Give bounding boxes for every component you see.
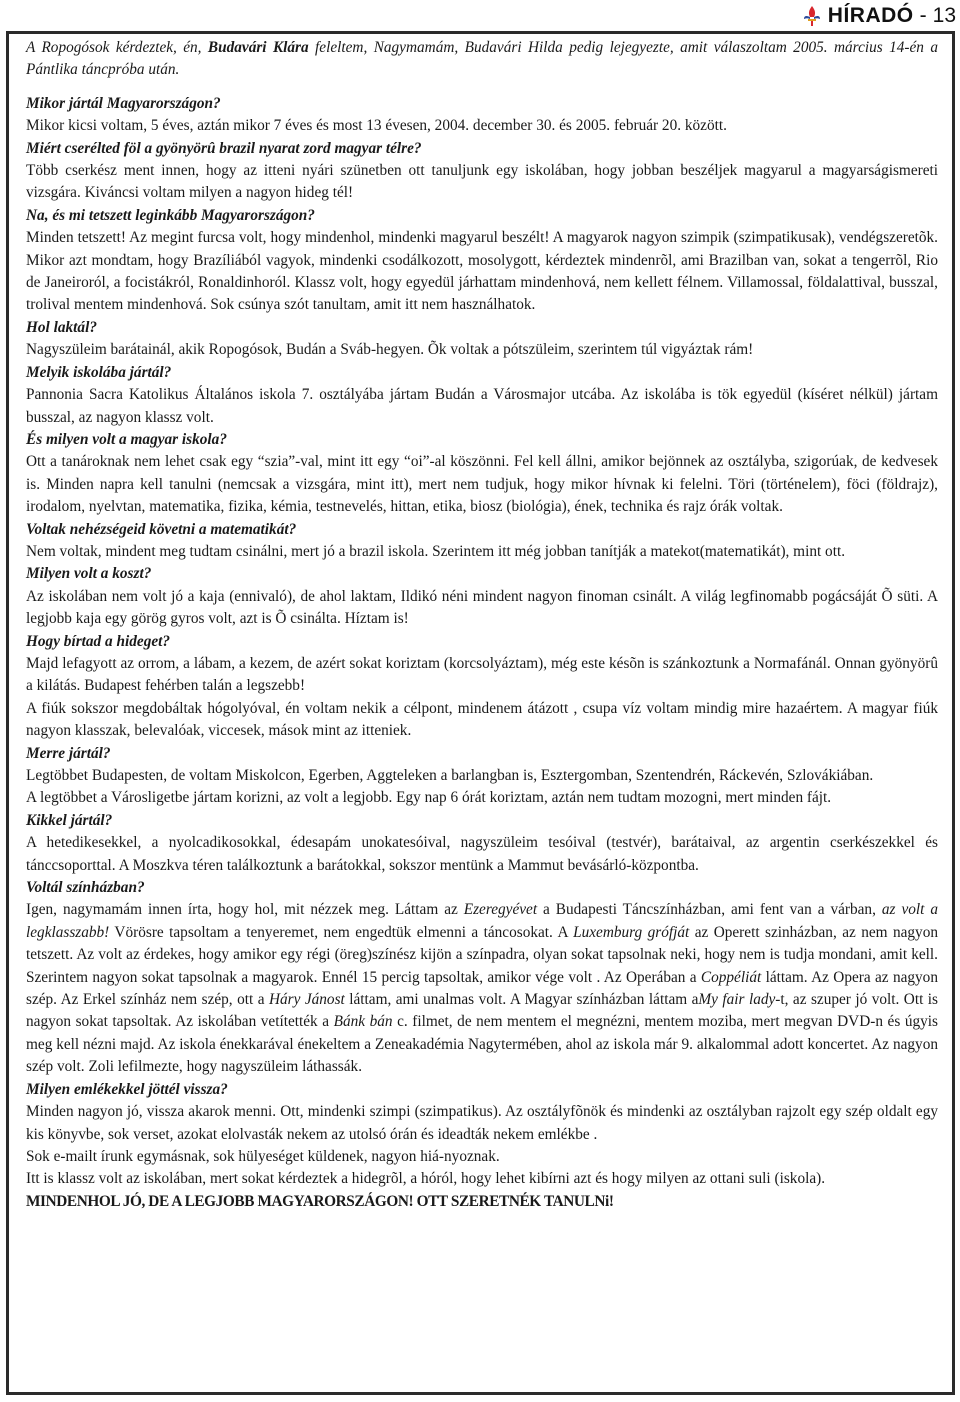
answer-text: c. filmet, de nem mentem el megnézni, mentem moziba, mert megvan DVD-n és úgyis meg kell nézni majd. Az iskola énekkarával énekeltem a Zeneakadémia Nagytermében, ahol az iskola már 9. alkalommal adott koncertet. Az nagyon szép volt. Zoli lefilmezte, hogy nagyszüleim láthassák. [26,1013,939,1076]
answer-paragraph: A hetedikesekkel, a nyolcadikosokkal, édesapám unokatesóival, nagyszüleim tesóival (testvér), barátaival, az argentin cserkészekkel és tánccsoporttal. A Moszkva téren találkoztunk a barátokkal, sokszor mentünk a Mammut bevásárló-központba. [26,834,938,874]
page-header [802,2,956,30]
show-title: My fair lady [698,991,776,1009]
article-body [26,37,938,1213]
answer-text: Vörösre tapsoltam a tenyeremet, nem engedtük elmenni a táncosokat. A [109,923,574,941]
question: Milyen emlékekkel jöttél vissza? [26,1080,228,1098]
answer-paragraph: Nagyszüleim barátainál, akik Ropogósok, Budán a Sváb-hegyen. Õk voltak a pótszüleim, szerintem túl vigyáztak rám! [26,341,754,359]
show-title: Luxemburg grófját [573,923,690,941]
publication-title: HÍRADÓ [827,4,914,27]
answer-paragraph: Minden tetszett! Az megint furcsa volt, hogy mindenhol, mindenki magyarul beszélt! A magyarok nagyon szimpik (szimpatikusak), vendégszeretõk. Mikor azt mondtam, hogy Brazíliából vagyok, mindenki csodálkozott, mosolygott, kérdeztek mindenrõl, ami Brazilban van, sokat a tengerrõl, Rio de Janeiroról, a focistákról, Ronaldinhoról. Klassz volt, hogy egyedül járhattam mindenhová, nem kellett félnem. Villamossal, földalattival, busszal, trolival mentem mindenhová. Sok csúnya szót tanultam, amit itt nem használhatok. [26,229,938,314]
page-number: 13 [932,4,956,27]
show-title: Ezeregyévet [463,901,538,919]
intro-text: feleltem, Nagymamám, Budavári Hilda pedig lejegyezte, amit válaszoltam 2005. március 14-én a Pántlika táncpróba után. [26,39,938,79]
answer-paragraph: Az iskolában nem volt jó a kaja (ennivaló), de ahol laktam, Ildikó néni mindent nagyon finoman csinált. A világ legfinomabb pogácsáját Õ süti. A legjobb kaja egy görög gyros volt, azt is Õ csinálta. Híztam is! [26,587,938,628]
answer-paragraph: Itt is klassz volt az iskolában, mert sokat kérdeztek a hidegrõl, a hóról, hogy lehet kibírni azt és hogy milyen az ottani suli (iskola). [26,1170,826,1188]
question: Voltál színházban? [26,879,145,897]
show-title: Coppéliát [700,968,762,986]
answer-text: a Budapesti Táncszínházban, ami fent van a várban, [537,901,882,919]
interviewee-name: Budavári Klára [207,39,309,56]
answer-text: láttam. Az Opera az nagyon szép. Az Erkel színház nem szép, ott a [26,968,938,1009]
answer-text: az Operett szinházban, az nem nagyon tetszett. Az volt az érdekes, hogy amikor egy régi (öreg)színész kijön a színpadra, olyan sokat tapsolnak neki, hogy nem is tudja mondani, amit kell. Szerintem nagyon sokat tapsolnak a magyarok. Ennél 15 percig tapsoltak, amikor vége volt . Az Operában a [26,923,938,986]
answer-paragraph: A fiúk sokszor megdobáltak hógolyóval, én voltam nekik a célpont, mindenem átázott , csupa víz voltam mindig mire hazaértem. A magyar fiúk nagyon klasszak, belevalóak, viccesek, mások mint az itteniek. [26,699,938,740]
answer-paragraph: Sok e-mailt írunk egymásnak, sok hülyeséget küldenek, nagyon hiá-nyoznak. [26,1147,500,1165]
question: Kikkel jártál? [26,811,113,829]
question: Na, és mi tetszett leginkább Magyarországon? [26,206,315,224]
answer-paragraph: Legtöbbet Budapesten, de voltam Miskolcon, Egerben, Aggteleken a barlangban is, Esztergomban, Szentendrén, Ráckevén, Szlovákiában. [26,767,874,784]
question: Milyen volt a koszt? [26,565,152,583]
intro-paragraph [26,37,938,82]
answer-paragraph: Ott a tanároknak nem lehet csak egy “szia”-val, mint itt egy “oi”-al köszönni. Fel kell állni, amikor bejönnek az osztályba, szigorúak, de kedvesek is. Minden napra kell tanulni (nemcsak a vizsgára, mint itt), mert nem tudjuk, hogy mikor hívnak ki felelni. Töri (történelem), föci (földrajz), irodalom, nyelvtan, matematika, fizika, kémia, testnevelés, hittan, etika, biosz (biológia), ének, technika és rajz órák voltak. [26,453,938,516]
answer-paragraph: Pannonia Sacra Katolikus Általános iskola 7. osztályába jártam Budán a Városmajor utcába. Az iskolába is tök egyedül (kíséret nélkül) jártam busszal, az nagyon klassz volt. [26,386,938,426]
scout-lily-icon [802,5,822,27]
answer-paragraph: Nem voltak, mindent meg tudtam csinálni, mert jó a brazil iskola. Szerintem itt még jobban tanítják a matekot(matematikát), mint ott. [26,542,846,560]
answer-paragraph: A legtöbbet a Városligetbe jártam korizni, az volt a legjobb. Egy nap 6 órát koriztam, aztán nem tudtam mozogni, mert minden fájt. [26,789,832,807]
question: Melyik iskolába jártál? [26,363,172,381]
answer-paragraph: Minden nagyon jó, vissza akarok menni. Ott, mindenki szimpi (szimpatikus). Az osztályfõnök és mindenki az osztályban rajzolt egy szép oldalt egy kis könyvbe, sok verset, azokat elolvasták nekem az utolsó órán és ideadták nekem emlékbe . [26,1103,938,1143]
intro-text: A Ropogósok kérdeztek, én, [26,39,208,56]
closing-statement: MINDENHOL JÓ, DE A LEGJOBB MAGYARORSZÁGON! OTT SZERETNÉK TANULNi! [26,1192,614,1210]
question: Hol laktál? [26,318,97,336]
emphasis-text: az volt a legklasszabb! [26,901,938,941]
answer-text: -t, az szuper jó volt. Ott is nagyon sokat tapsoltak. Az iskolában vetítették a [26,991,938,1031]
question: Mikor jártál Magyarországon? [26,94,221,112]
answer-text: Igen, nagymamám innen írta, hogy hol, mit nézzek meg. Láttam az [26,901,464,919]
page-separator: - [919,4,927,27]
qa-list [26,93,938,877]
answer-paragraph: Mikor kicsi voltam, 5 éves, aztán mikor 7 éves és most 13 évesen, 2004. december 30. és 2005. február 20. között. [26,117,727,135]
answer-paragraph: Majd lefagyott az orrom, a lábam, a kezem, de azért sokat koriztam (korcsolyáztam), még este késõn is szánkoztunk a Normafánál. Onnan gyönyörû a kilátás. Budapest fehérben talán a legszebb! [26,654,938,695]
question: Voltak nehézségeid követni a matematikát? [26,520,297,538]
show-title: Háry Jánost [268,991,345,1009]
question: Merre jártál? [26,744,111,762]
answer-text: láttam, ami unalmas volt. A Magyar színházban láttam a [344,991,699,1009]
question: És milyen volt a magyar iskola? [26,430,227,448]
answer-theatre [26,899,938,1078]
question: Miért cserélted föl a gyönyörû brazil nyarat zord magyar télre? [26,139,422,157]
answer-paragraph: Több cserkész ment innen, hogy az itteni nyári szünetben ott tanuljunk egy iskolában, hogy jobban beszéljek magyarul a magyarságismereti vizsgára. Kiváncsi voltam milyen a nagyon hideg tél! [26,162,938,202]
question: Hogy bírtad a hideget? [26,632,171,650]
film-title: Bánk bán [333,1013,393,1031]
